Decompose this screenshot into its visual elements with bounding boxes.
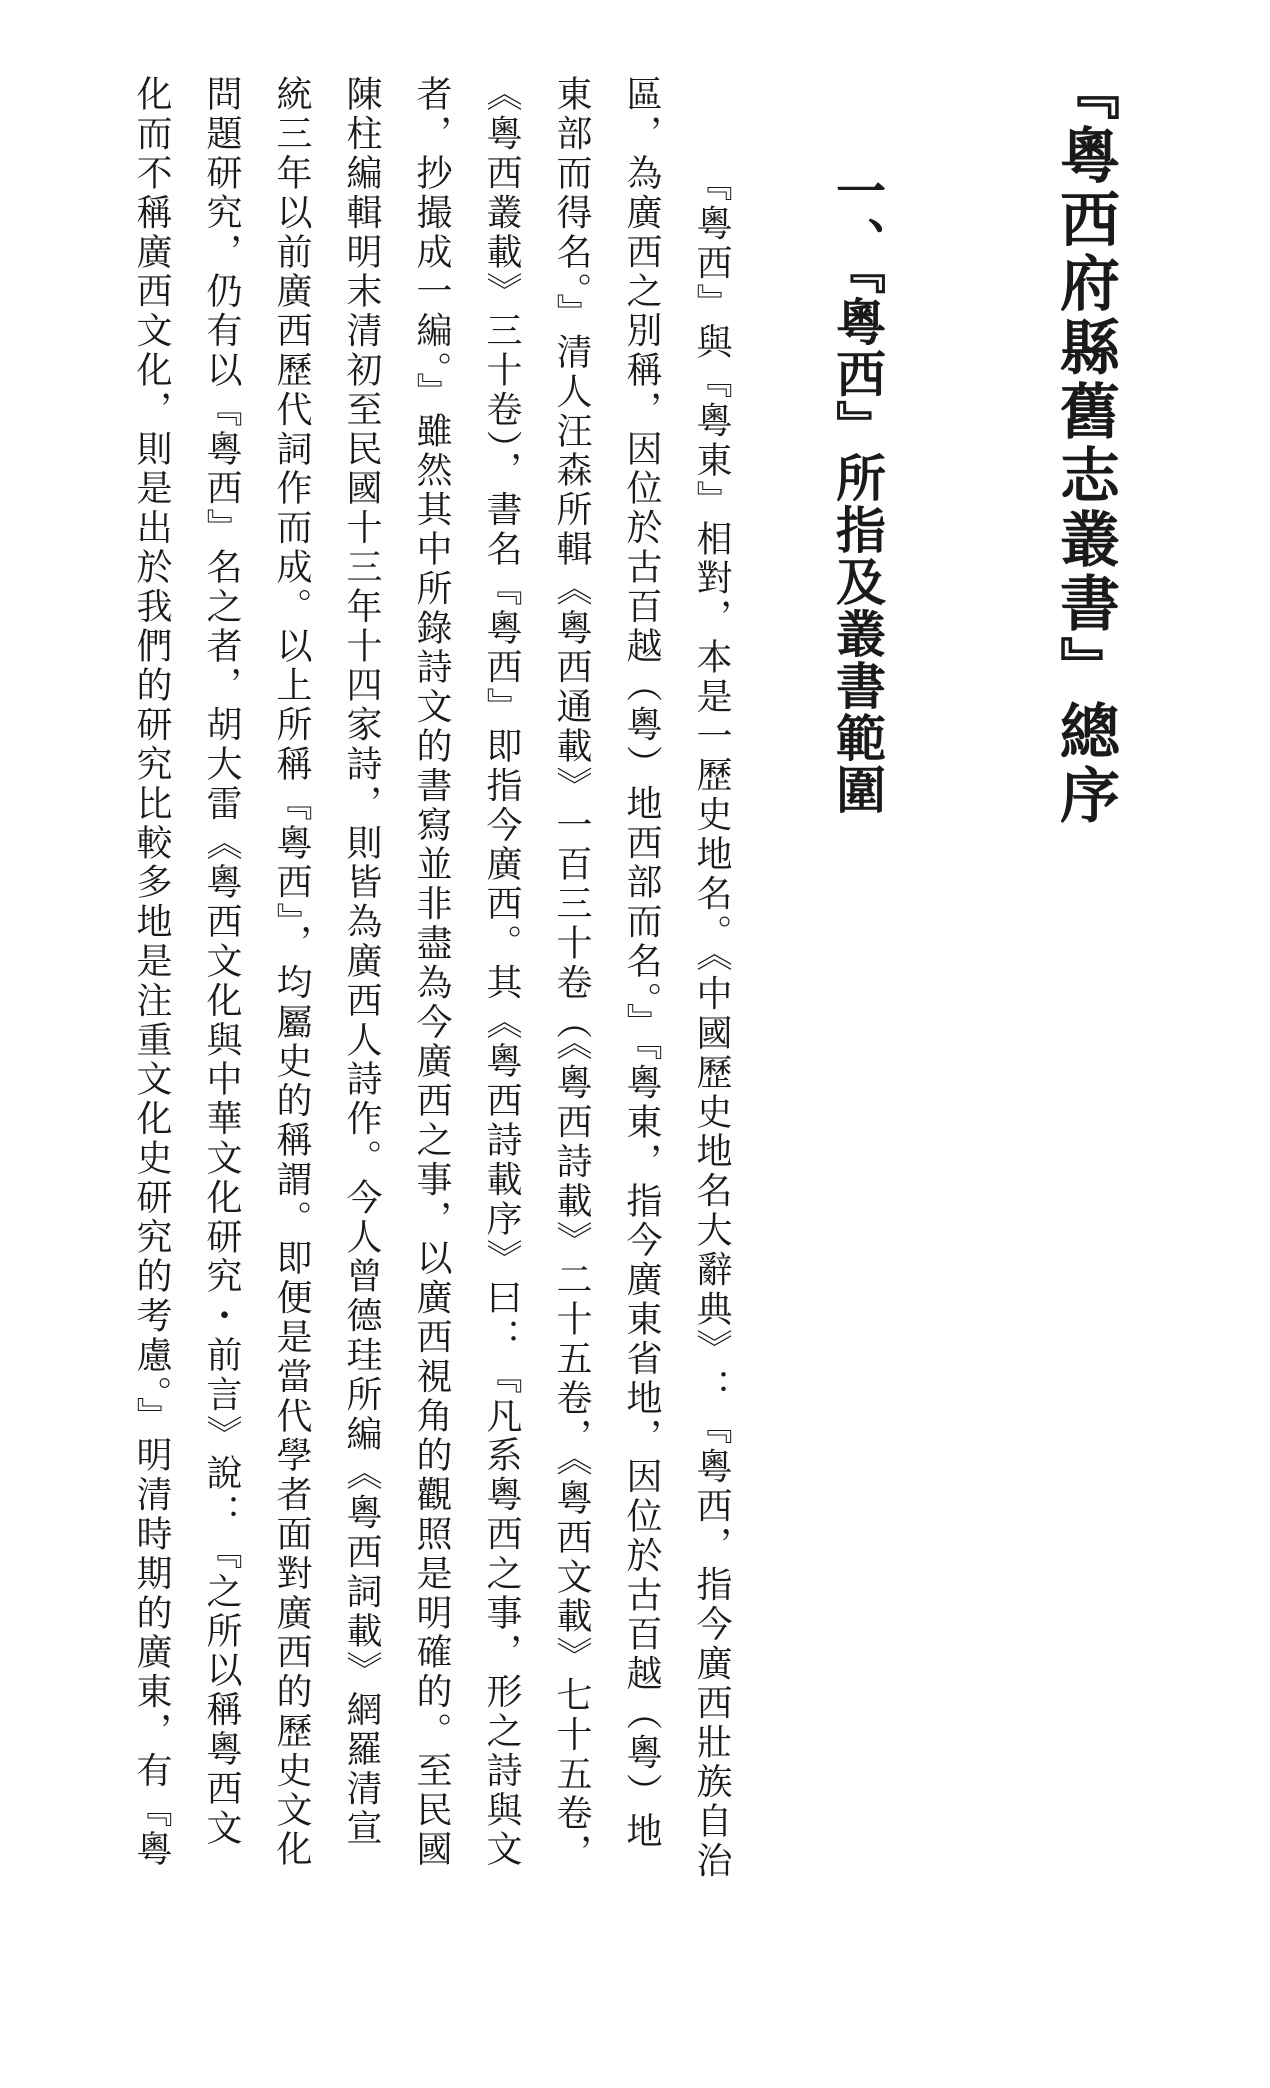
body-line: 《粵西叢載》三十卷），書名『粵西』即指今廣西。其《粵西詩載序》曰：『凡系粵西之事，形之詩與文 [481, 75, 522, 1870]
body-line: 問題研究，仍有以『粵西』名之者，胡大雷《粵西文化與中華文化研究・前言》說：『之所以稱粵西文 [201, 75, 242, 1848]
body-line: 區，為廣西之別稱，因位於古百越（粵）地西部而名。』『粵東，指今廣東省地，因位於古百越（粵）地 [621, 75, 662, 1852]
body-line: 東部而得名。』清人汪森所輯《粵西通載》一百三十卷（《粵西詩載》二十五卷，《粵西文載》七十五卷， [551, 75, 592, 1873]
body-line: 『粵西』與『粵東』相對，本是一歷史地名。《中國歷史地名大辭典》：『粵西，指今廣西壯族自治 [691, 165, 732, 1881]
body-line: 統三年以前廣西歷代詞作而成。以上所稱『粵西』，均屬史的稱謂。即便是當代學者面對廣西的歷史文化 [271, 75, 312, 1870]
body-line: 化而不稱廣西文化，則是出於我們的研究比較多地是注重文化史研究的考慮。』明清時期的廣東，有『粵 [131, 75, 172, 1870]
section-heading: 一、『粵西』所指及叢書範圍 [828, 165, 886, 816]
body-line: 陳柱編輯明末清初至民國十三年十四家詩，則皆為廣西人詩作。今人曾德珪所編《粵西詞載》網羅清宣 [341, 75, 382, 1848]
document-title: 『粵西府縣舊志叢書』總序 [1050, 60, 1120, 828]
body-line: 者，抄撮成一編。』雖然其中所錄詩文的書寫並非盡為今廣西之事，以廣西視角的觀照是明確的。至民國 [411, 75, 452, 1870]
